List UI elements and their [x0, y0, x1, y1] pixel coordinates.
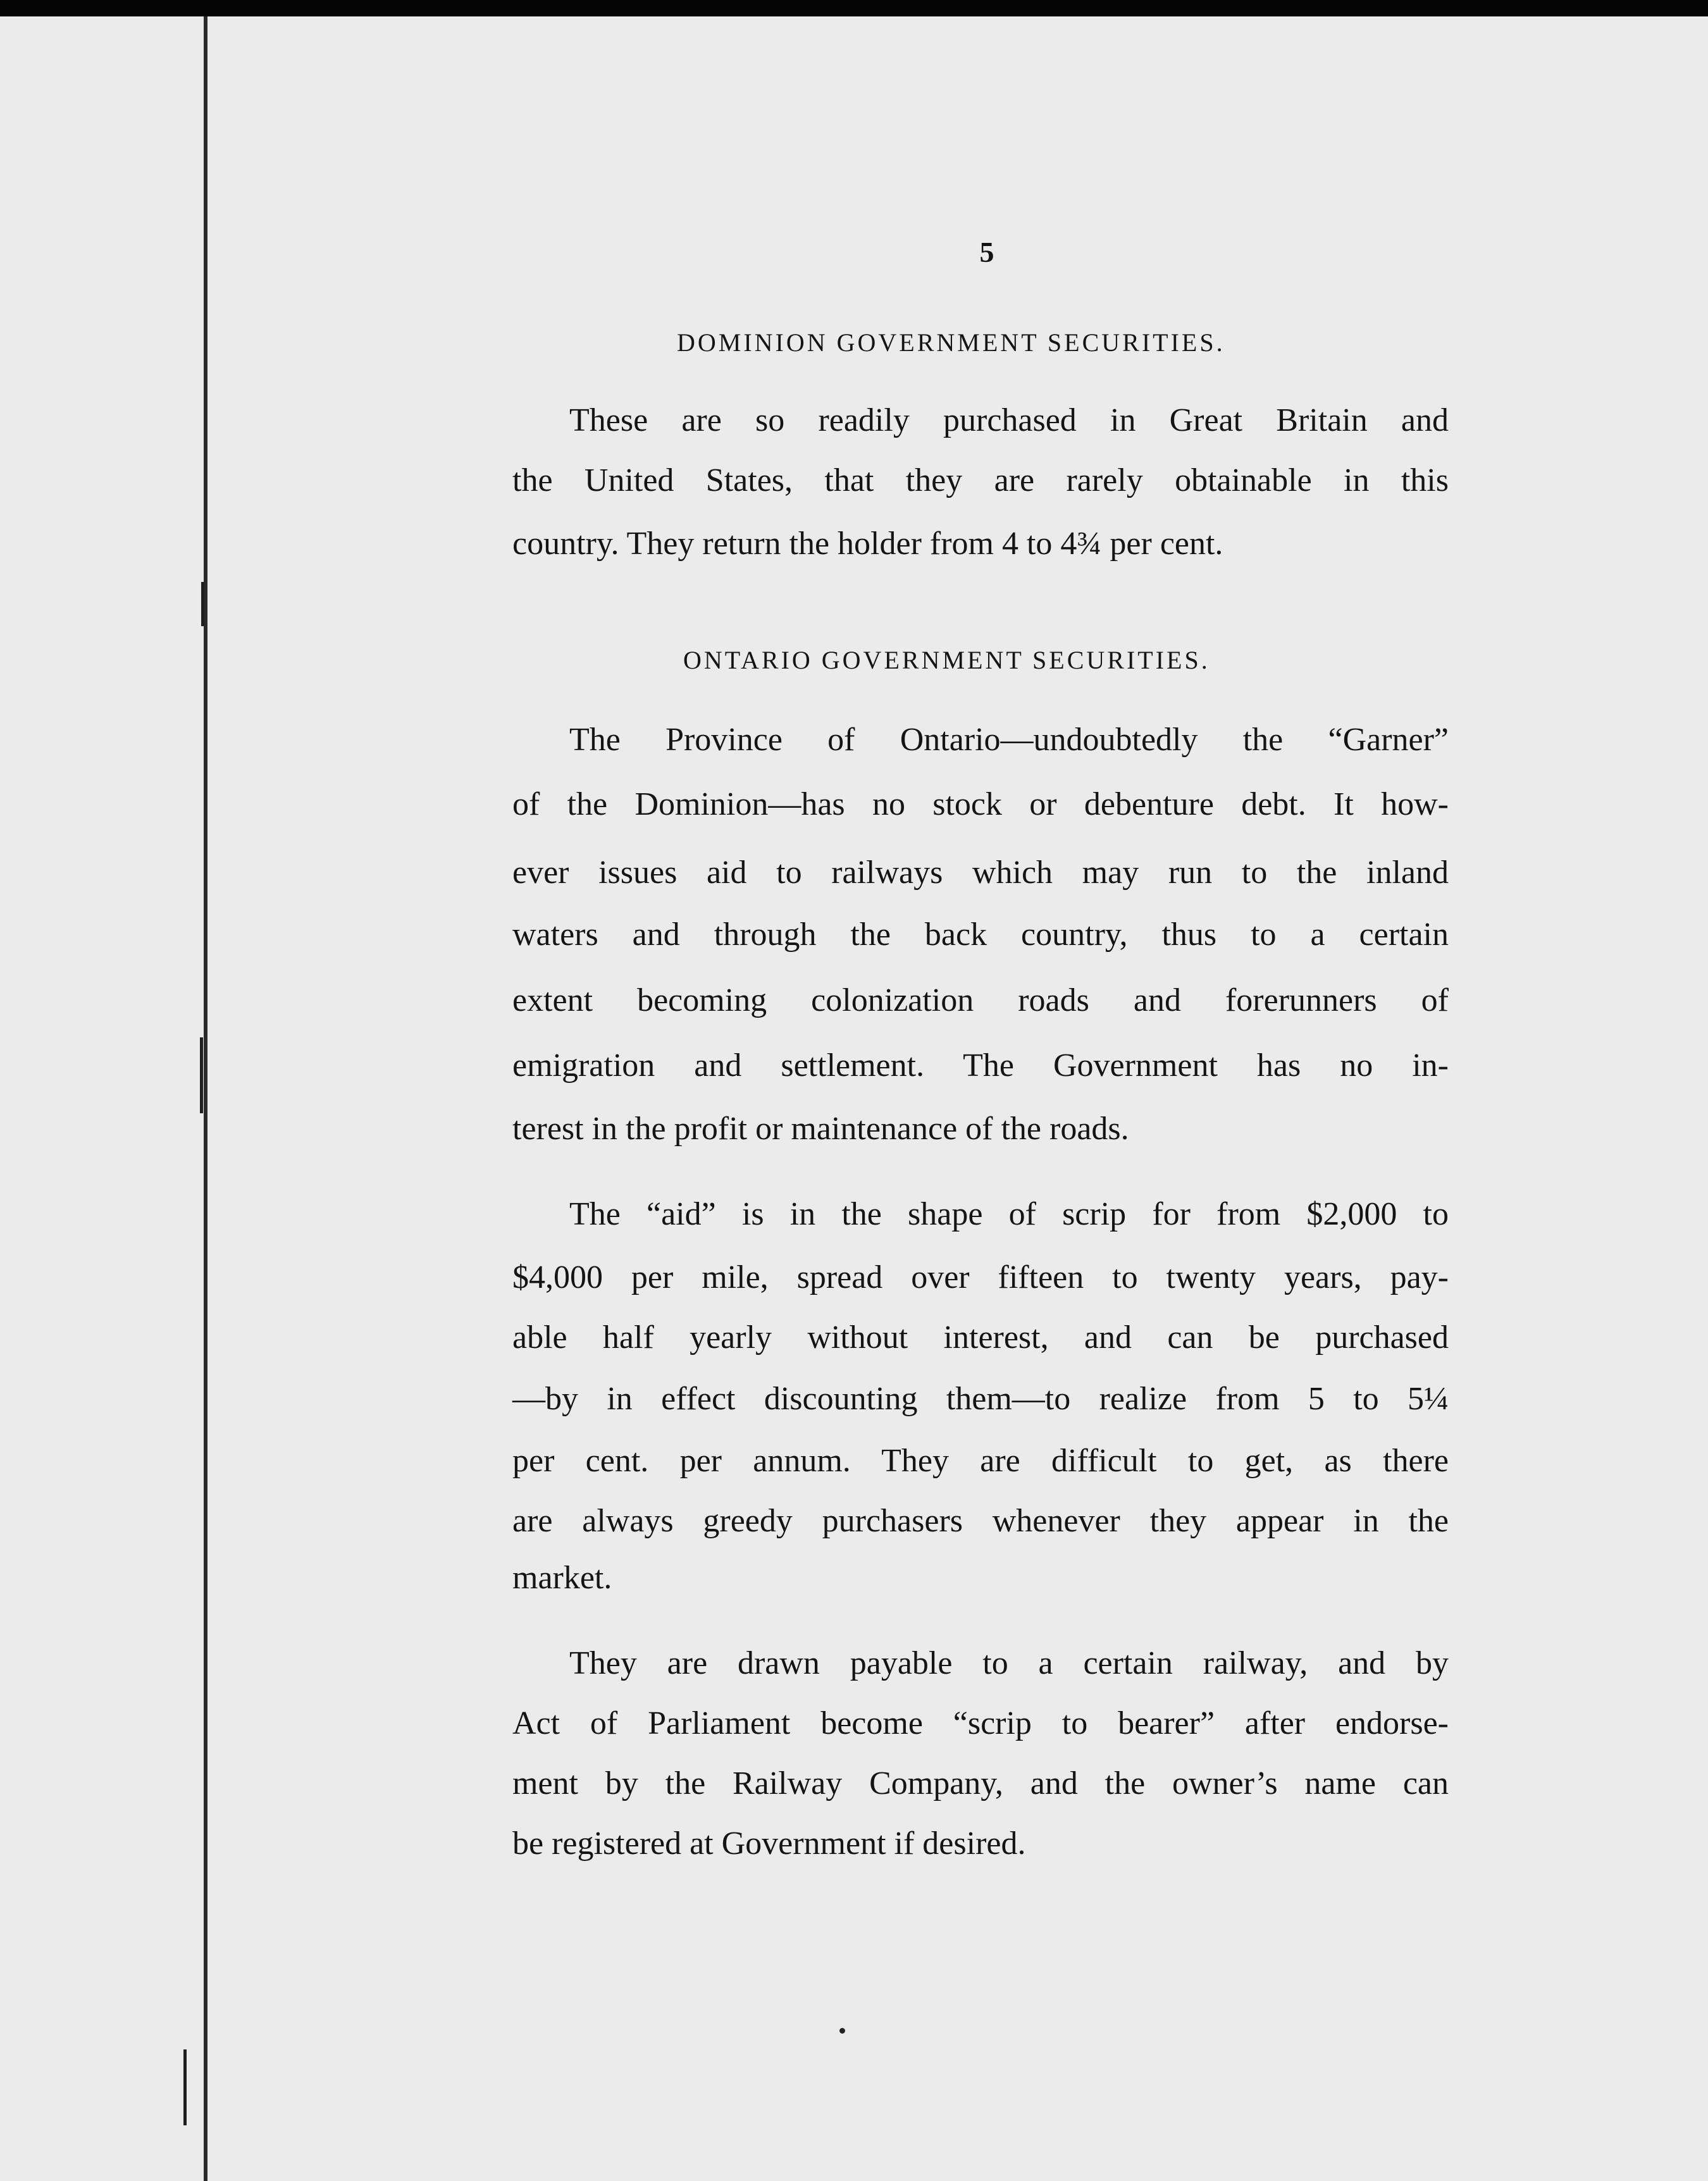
- section-heading-dominion: DOMINION GOVERNMENT SECURITIES.: [677, 328, 1225, 357]
- paragraph-line: per cent. per annum. They are difficult to get, as there: [512, 1443, 1449, 1479]
- paragraph-line: of the Dominion—has no stock or debenture debt. It how-: [512, 786, 1449, 822]
- page-number: 5: [979, 236, 994, 268]
- paragraph-line: Act of Parliament become “scrip to bearer” after endorse-: [512, 1705, 1449, 1741]
- paragraph-line: be registered at Government if desired.: [512, 1826, 1026, 1862]
- paragraph-line: extent becoming colonization roads and forerunners of: [512, 982, 1449, 1018]
- paragraph-line: waters and through the back country, thus to a certain: [512, 917, 1449, 953]
- paragraph-line: $4,000 per mile, spread over fifteen to twenty years, pay-: [512, 1259, 1449, 1295]
- paragraph-line: emigration and settlement. The Government has no in-: [512, 1047, 1449, 1084]
- paragraph-line: The Province of Ontario—undoubtedly the “Garner”: [569, 722, 1449, 758]
- paragraph-line: ment by the Railway Company, and the owner’s name can: [512, 1765, 1449, 1801]
- paragraph-line: terest in the profit or maintenance of the roads.: [512, 1111, 1129, 1147]
- paragraph-line: the United States, that they are rarely obtainable in this: [512, 462, 1449, 498]
- paragraph-line: —by in effect discounting them—to realize from 5 to 5¼: [512, 1381, 1449, 1417]
- paragraph-line: are always greedy purchasers whenever they appear in the: [512, 1503, 1449, 1539]
- paragraph-line: country. They return the holder from 4 to 4¾ per cent.: [512, 526, 1223, 562]
- gutter-mark: [201, 582, 204, 626]
- gutter-mark: [183, 2049, 187, 2125]
- page-gutter-line: [204, 16, 207, 2181]
- paragraph-line: ever issues aid to railways which may run to the inland: [512, 855, 1449, 891]
- paragraph-line: able half yearly without interest, and can be purchased: [512, 1319, 1449, 1356]
- paragraph-line: market.: [512, 1560, 612, 1596]
- scan-top-edge: [0, 0, 1708, 16]
- gutter-mark: [200, 1037, 203, 1113]
- paragraph-line: The “aid” is in the shape of scrip for from $2,000 to: [569, 1196, 1449, 1232]
- section-heading-ontario: ONTARIO GOVERNMENT SECURITIES.: [683, 646, 1210, 674]
- paragraph-line: These are so readily purchased in Great Britain and: [569, 402, 1449, 438]
- ink-dot: [839, 2028, 845, 2034]
- paragraph-line: They are drawn payable to a certain railway, and by: [569, 1645, 1449, 1681]
